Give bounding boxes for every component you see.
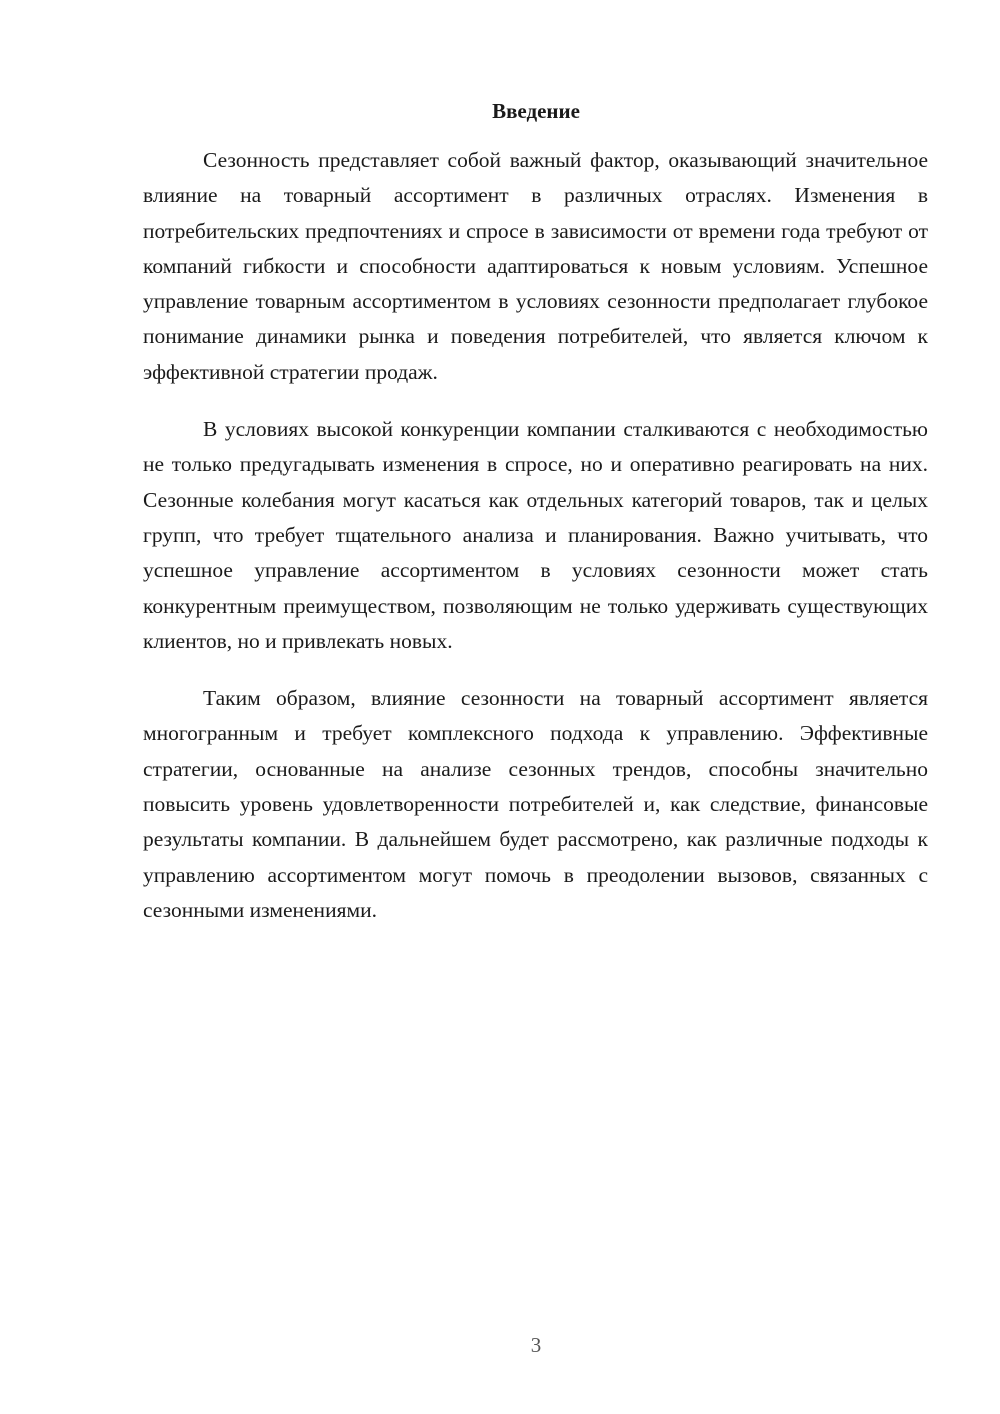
- body-text: [143, 143, 928, 950]
- paragraph-1: Сезонность представляет собой важный фактор, оказывающий значительное влияние на товарный ассортимент в различных отраслях. Изменения в потребительских предпочтениях и спросе в зависимости от времени года требуют от компаний гибкости и способности адаптироваться к новым условиям. Успешное управление товарным ассортиментом в условиях сезонности предполагает глубокое понимание динамики рынка и поведения потребителей, что является ключом к эффективной стратегии продаж.: [143, 148, 928, 384]
- page-number: 3: [530, 1333, 542, 1357]
- paragraph-2: В условиях высокой конкуренции компании сталкиваются с необходимостью не только предугадывать изменения в спросе, но и оперативно реагировать на них. Сезонные колебания могут касаться как отдельных категорий товаров, так и целых групп, что требует тщательного анализа и планирования. Важно учитывать, что успешное управление ассортиментом в условиях сезонности может стать конкурентным преимуществом, позволяющим не только удерживать существующих клиентов, но и привлекать новых.: [143, 417, 928, 653]
- section-heading: Введение: [492, 99, 580, 123]
- paragraph-3: Таким образом, влияние сезонности на товарный ассортимент является многогранным и требует комплексного подхода к управлению. Эффективные стратегии, основанные на анализе сезонных трендов, способны значительно повысить уровень удовлетворенности потребителей и, как следствие, финансовые результаты компании. В дальнейшем будет рассмотрено, как различные подходы к управлению ассортиментом могут помочь в преодолении вызовов, связанных с сезонными изменениями.: [143, 686, 928, 922]
